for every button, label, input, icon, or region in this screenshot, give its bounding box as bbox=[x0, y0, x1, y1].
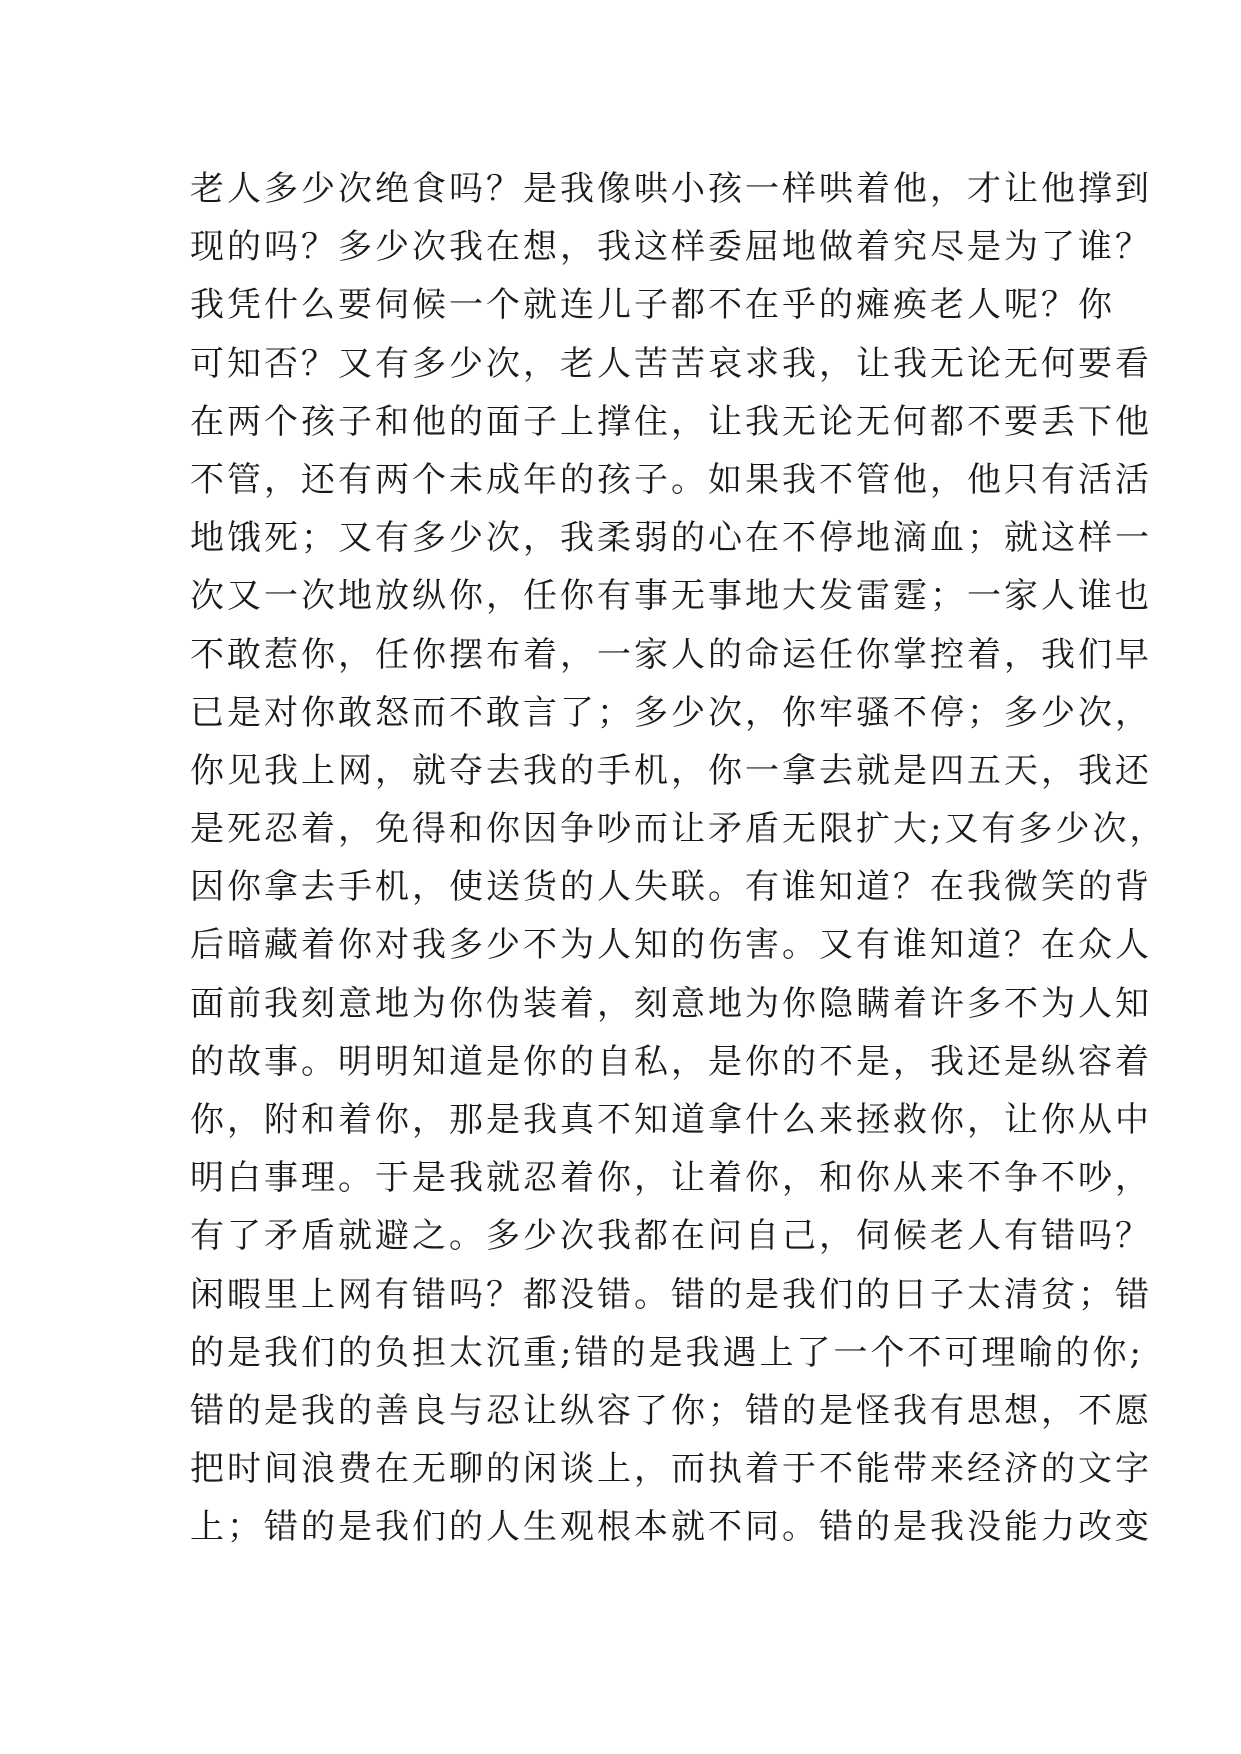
text-line: 次又一次地放纵你，任你有事无事地大发雷霆；一家人谁也 bbox=[190, 576, 1152, 617]
text-line: 上；错的是我们的人生观根本就不同。错的是我没能力改变 bbox=[190, 1507, 1152, 1548]
text-line: 现的吗？多少次我在想，我这样委屈地做着究尽是为了谁？ bbox=[190, 227, 1152, 268]
text-line: 错的是我的善良与忍让纵容了你；错的是怪我有思想，不愿 bbox=[190, 1390, 1152, 1431]
text-line: 你见我上网，就夺去我的手机，你一拿去就是四五天，我还 bbox=[190, 750, 1152, 791]
text-line: 我凭什么要伺候一个就连儿子都不在乎的瘫痪老人呢？你 bbox=[190, 285, 1115, 326]
text-line: 不管，还有两个未成年的孩子。如果我不管他，他只有活活 bbox=[190, 459, 1152, 500]
text-line: 不敢惹你，任你摆布着，一家人的命运任你掌控着，我们早 bbox=[190, 634, 1152, 675]
text-line: 后暗藏着你对我多少不为人知的伤害。又有谁知道？在众人 bbox=[190, 925, 1152, 966]
text-line: 地饿死；又有多少次，我柔弱的心在不停地滴血；就这样一 bbox=[190, 518, 1152, 559]
text-line: 闲暇里上网有错吗？都没错。错的是我们的日子太清贫；错 bbox=[190, 1274, 1152, 1315]
text-line: 因你拿去手机，使送货的人失联。有谁知道？在我微笑的背 bbox=[190, 867, 1152, 908]
text-line: 的故事。明明知道是你的自私，是你的不是，我还是纵容着 bbox=[190, 1041, 1152, 1082]
text-line: 是死忍着，免得和你因争吵而让矛盾无限扩大;又有多少次， bbox=[190, 809, 1167, 850]
text-line: 老人多少次绝食吗？是我像哄小孩一样哄着他，才让他撑到 bbox=[190, 169, 1152, 209]
text-line: 在两个孩子和他的面子上撑住，让我无论无何都不要丢下他 bbox=[190, 401, 1152, 442]
body-text bbox=[190, 160, 1167, 1557]
text-line: 有了矛盾就避之。多少次我都在问自己，伺候老人有错吗？ bbox=[190, 1216, 1152, 1257]
text-line: 明白事理。于是我就忍着你，让着你，和你从来不争不吵， bbox=[190, 1158, 1152, 1199]
text-line: 你，附和着你，那是我真不知道拿什么来拯救你，让你从中 bbox=[190, 1100, 1152, 1140]
text-line: 把时间浪费在无聊的闲谈上，而执着于不能带来经济的文字 bbox=[190, 1449, 1152, 1490]
text-line: 已是对你敢怒而不敢言了；多少次，你牢骚不停；多少次， bbox=[190, 692, 1152, 733]
text-line: 可知否？又有多少次，老人苦苦哀求我，让我无论无何要看 bbox=[190, 343, 1152, 384]
text-line: 面前我刻意地为你伪装着，刻意地为你隐瞒着许多不为人知 bbox=[190, 983, 1152, 1024]
text-line: 的是我们的负担太沉重;错的是我遇上了一个不可理喻的你; bbox=[190, 1332, 1144, 1373]
